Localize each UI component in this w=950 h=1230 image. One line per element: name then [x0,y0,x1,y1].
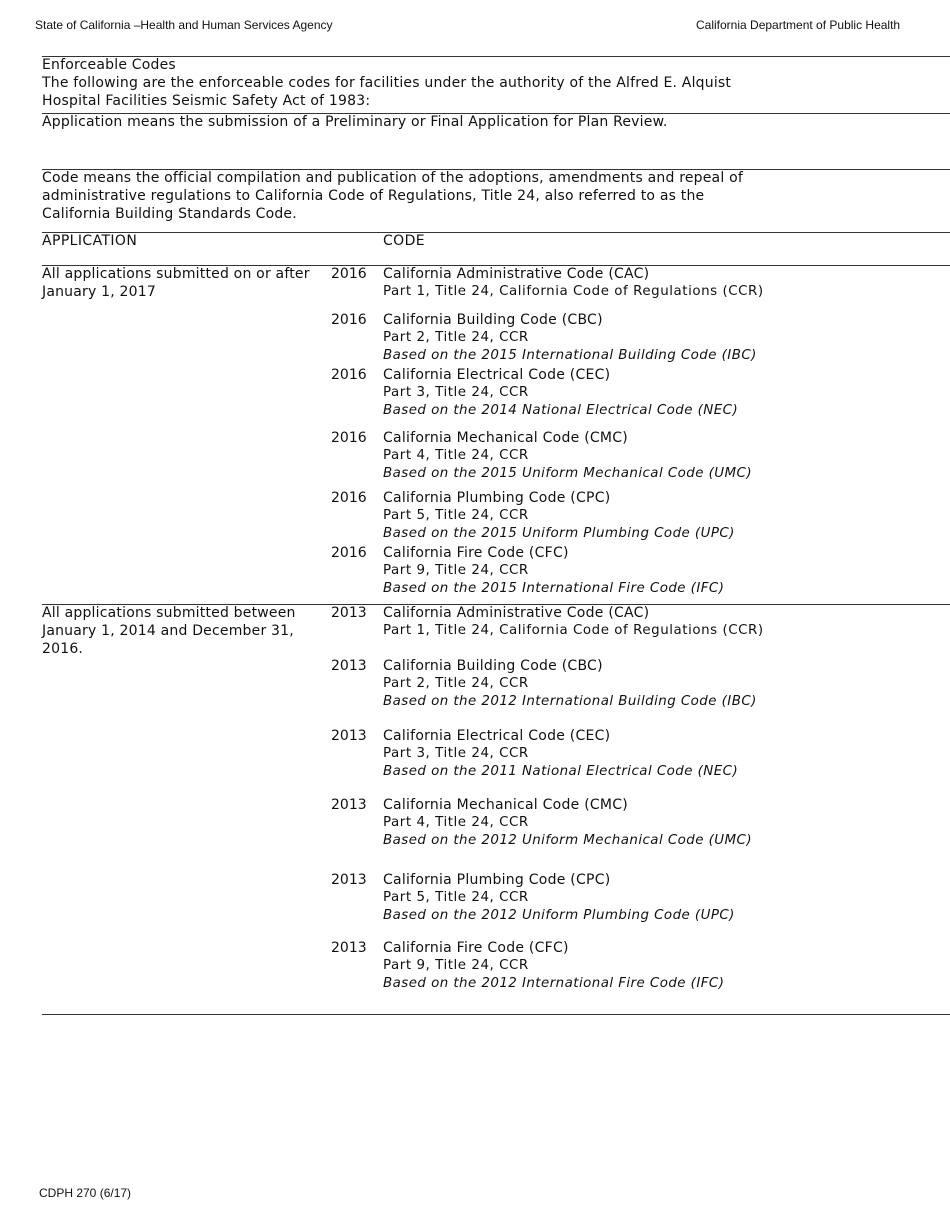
divider [42,232,950,233]
code-name: California Building Code (CBC) [383,312,603,328]
edition-year: 2013 [331,658,367,674]
code-part: Part 9, Title 24, CCR [383,563,529,578]
code-entry [383,604,943,640]
code-entry [383,489,943,543]
code-entry [383,366,943,420]
code-part: Part 3, Title 24, CCR [383,385,529,400]
code-part: Part 2, Title 24, CCR [383,676,529,691]
intro-line: The following are the enforceable codes for facilities under the authority of the Alfred E. Alquist [42,75,732,91]
edition-year: 2013 [331,797,367,813]
code-part: Part 1, Title 24, California Code of Regulations (CCR) [383,623,764,638]
code-basis: Based on the 2012 International Building Code (IBC) [383,694,757,709]
intro-line: Hospital Facilities Seismic Safety Act of 1983: [42,93,371,109]
application-cell: All applications submitted between January 1, 2014 and December 31, 2016. [42,605,296,657]
divider [42,1014,950,1015]
code-definition: Code means the official compilation and publication of the adoptions, amendments and repeal of administrative regulations to California Code of Regulations, Title 24, also referred to as the California Building Standards Code. [42,170,743,222]
code-part: Part 3, Title 24, CCR [383,746,529,761]
code-basis: Based on the 2015 Uniform Mechanical Code (UMC) [383,466,753,481]
code-entry [383,657,943,711]
intro-section [42,56,772,110]
code-entry [383,871,943,925]
edition-year: 2013 [331,728,367,744]
code-part: Part 4, Title 24, CCR [383,448,529,463]
edition-year: 2016 [331,312,367,328]
edition-year: 2016 [331,266,367,282]
code-name: California Plumbing Code (CPC) [383,490,611,506]
edition-year: 2016 [331,490,367,506]
edition-year: 2016 [331,545,367,561]
code-basis: Based on the 2012 International Fire Code (IFC) [383,976,725,991]
form-number: CDPH 270 (6/17) [39,1186,132,1200]
code-name: California Electrical Code (CEC) [383,367,611,383]
code-entry [383,544,943,598]
code-basis: Based on the 2012 Uniform Plumbing Code (UPC) [383,908,735,923]
code-entry [383,727,943,781]
code-name: California Mechanical Code (CMC) [383,430,628,446]
column-header-code: CODE [383,233,426,249]
code-basis: Based on the 2014 National Electrical Code (NEC) [383,403,739,418]
code-name: California Building Code (CBC) [383,658,603,674]
edition-year: 2013 [331,605,367,621]
column-header-application: APPLICATION [42,233,138,249]
code-part: Part 9, Title 24, CCR [383,958,529,973]
code-name: California Administrative Code (CAC) [383,605,650,621]
code-basis: Based on the 2011 National Electrical Code (NEC) [383,764,739,779]
code-entry [383,939,943,993]
code-entry [383,265,943,301]
code-part: Part 1, Title 24, California Code of Regulations (CCR) [383,284,764,299]
edition-year: 2013 [331,872,367,888]
code-basis: Based on the 2015 Uniform Plumbing Code (UPC) [383,526,735,541]
code-entry [383,311,943,365]
agency-header: State of California –Health and Human Services Agency [35,18,333,32]
code-basis: Based on the 2015 International Building Code (IBC) [383,348,757,363]
department-header: California Department of Public Health [696,18,901,32]
code-part: Part 2, Title 24, CCR [383,330,529,345]
application-definition: Application means the submission of a Preliminary or Final Application for Plan Review. [42,114,668,130]
code-part: Part 4, Title 24, CCR [383,815,529,830]
code-part: Part 5, Title 24, CCR [383,508,529,523]
section-title: Enforceable Codes [42,57,176,73]
code-entry [383,796,943,850]
code-basis: Based on the 2015 International Fire Code (IFC) [383,581,725,596]
code-entry [383,429,943,483]
edition-year: 2016 [331,430,367,446]
code-name: California Fire Code (CFC) [383,940,569,956]
code-basis: Based on the 2012 Uniform Mechanical Code (UMC) [383,833,753,848]
code-name: California Mechanical Code (CMC) [383,797,628,813]
code-name: California Administrative Code (CAC) [383,266,650,282]
application-cell: All applications submitted on or after January 1, 2017 [42,266,310,300]
code-part: Part 5, Title 24, CCR [383,890,529,905]
code-name: California Plumbing Code (CPC) [383,872,611,888]
edition-year: 2016 [331,367,367,383]
code-name: California Electrical Code (CEC) [383,728,611,744]
edition-year: 2013 [331,940,367,956]
code-name: California Fire Code (CFC) [383,545,569,561]
